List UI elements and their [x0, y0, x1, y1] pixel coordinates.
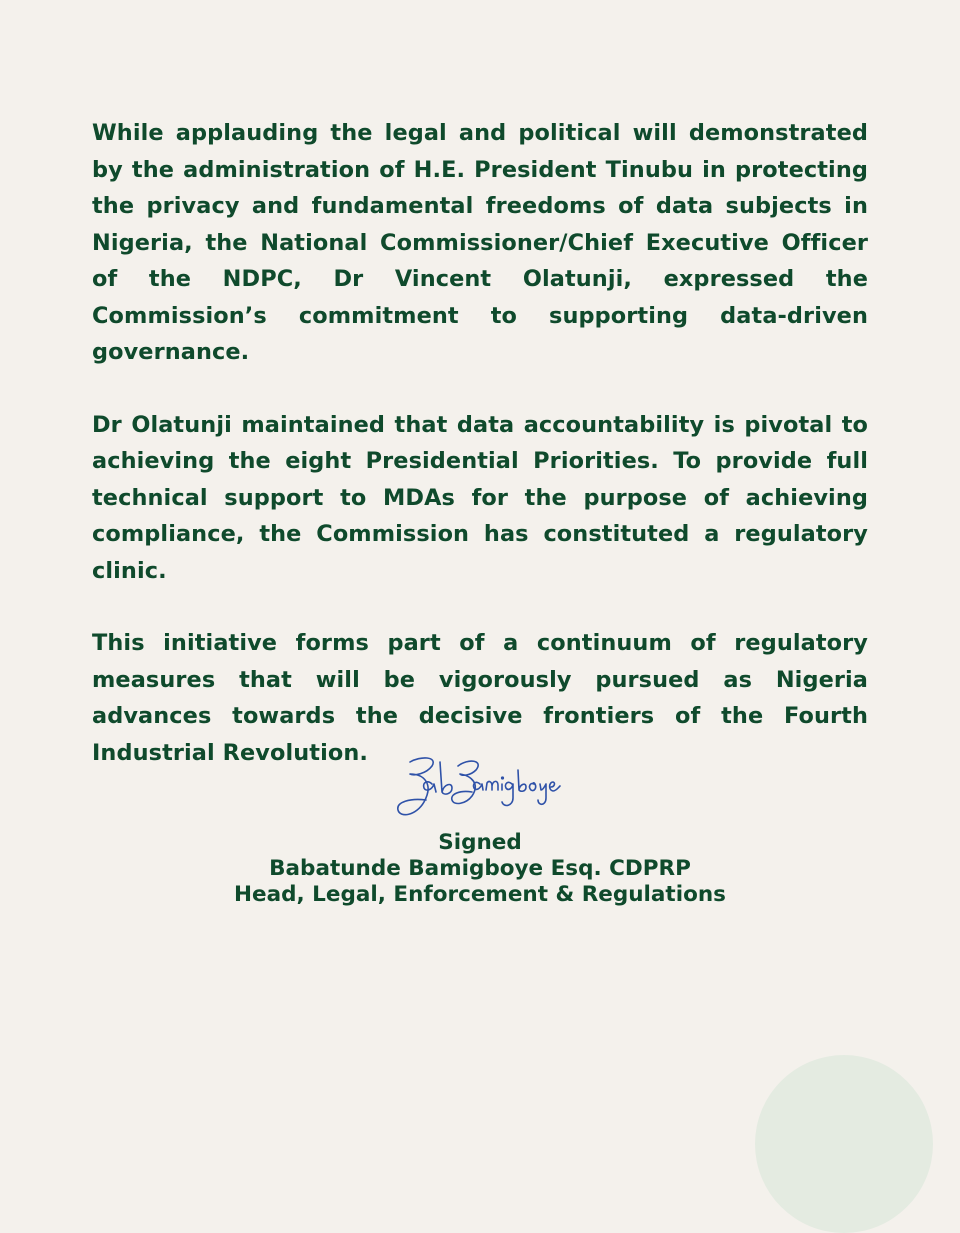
signatory-title: Head, Legal, Enforcement & Regulations: [234, 882, 726, 907]
paragraph-2: Dr Olatunji maintained that data accountability is pivotal to achieving the eight Presidential Priorities. To provide full technical support to MDAs for the purpose of achieving compliance, the Commission has constituted a regulatory clinic.: [92, 411, 868, 584]
signed-label: Signed: [438, 830, 522, 855]
signature-block: [0, 740, 960, 908]
signatory-name: Babatunde Bamigboye Esq. CDPRP: [269, 856, 691, 881]
paragraph-3: This initiative forms part of a continuum of regulatory measures that will be vigorously pursued as Nigeria advances towards the decisive frontiers of the Fourth Industrial Revolution.: [92, 630, 868, 766]
decorative-circle: [755, 1055, 933, 1233]
document-body: [92, 115, 868, 807]
handwritten-signature: [380, 740, 580, 830]
paragraph-1: While applauding the legal and political will demonstrated by the administration of H.E. President Tinubu in protecting the privacy and fundamental freedoms of data subjects in Nigeria, the National Commissioner/Chief Executive Officer of the NDPC, Dr Vincent Olatunji, expressed the Commission’s commitment to supporting data-driven governance.: [92, 120, 868, 365]
